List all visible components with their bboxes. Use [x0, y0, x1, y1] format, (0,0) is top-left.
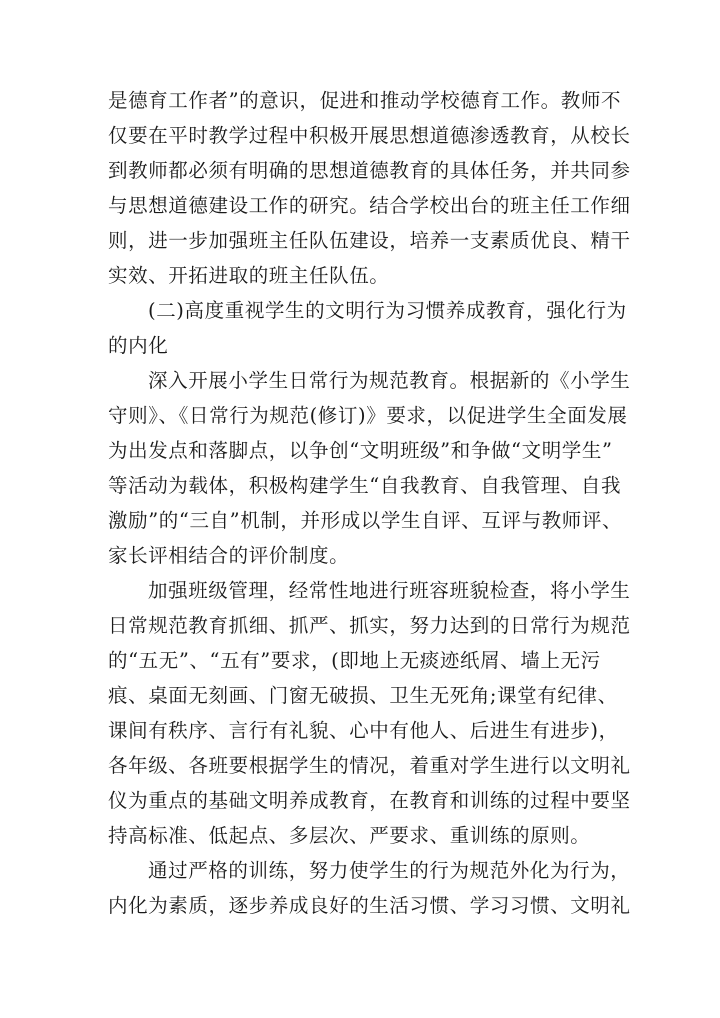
text-line: 的“五无”、“五有”要求，(即地上无痰迹纸屑、墙上无污: [108, 649, 601, 672]
text-line: 与思想道德建设工作的研究。结合学校出台的班主任工作细: [108, 194, 631, 217]
text-line: 到教师都必须有明确的思想道德教育的具体任务，并共同参: [108, 159, 631, 182]
text-line: 内化为素质，逐步养成良好的生活习惯、学习习惯、文明礼: [108, 894, 631, 917]
text-line: 课间有秩序、言行有礼貌、心中有他人、后进生有进步)，: [108, 719, 619, 742]
paragraph-start: 加强班级管理，经常性地进行班容班貌检查，将小学生: [148, 579, 631, 602]
text-line: 守则》、《日常行为规范(修订)》要求，以促进学生全面发展: [108, 404, 628, 427]
text-line: 为出发点和落脚点，以争创“文明班级”和争做“文明学生”: [108, 439, 613, 462]
text-line: 持高标准、低起点、多层次、严要求、重训练的原则。: [108, 824, 591, 847]
text-line: 仪为重点的基础文明养成教育，在教育和训练的过程中要坚: [108, 789, 631, 812]
section-heading-continued: 的内化: [108, 334, 169, 357]
text-line: 实效、开拓进取的班主任队伍。: [108, 264, 390, 287]
text-line: 则，进一步加强班主任队伍建设，培养一支素质优良、精干: [108, 229, 631, 252]
section-heading: (二)高度重视学生的文明行为习惯养成教育，强化行为: [148, 299, 627, 322]
text-line: 各年级、各班要根据学生的情况，着重对学生进行以文明礼: [108, 754, 631, 777]
text-line: 痕、桌面无刻画、门窗无破损、卫生无死角;课堂有纪律、: [108, 684, 618, 707]
text-line: 等活动为载体，积极构建学生“自我教育、自我管理、自我: [108, 474, 622, 497]
text-line: 家长评相结合的评价制度。: [108, 544, 350, 567]
text-line: 日常规范教育抓细、抓严、抓实，努力达到的日常行为规范: [108, 614, 631, 637]
paragraph-start: 深入开展小学生日常行为规范教育。根据新的《小学生: [148, 369, 631, 392]
text-line: 激励”的“三自”机制，并形成以学生自评、互评与教师评、: [108, 509, 623, 532]
text-line: 是德育工作者”的意识，促进和推动学校德育工作。教师不: [108, 89, 622, 112]
paragraph-start: 通过严格的训练，努力使学生的行为规范外化为行为，: [148, 859, 631, 882]
text-line: 仅要在平时教学过程中积极开展思想道德渗透教育，从校长: [108, 124, 631, 147]
